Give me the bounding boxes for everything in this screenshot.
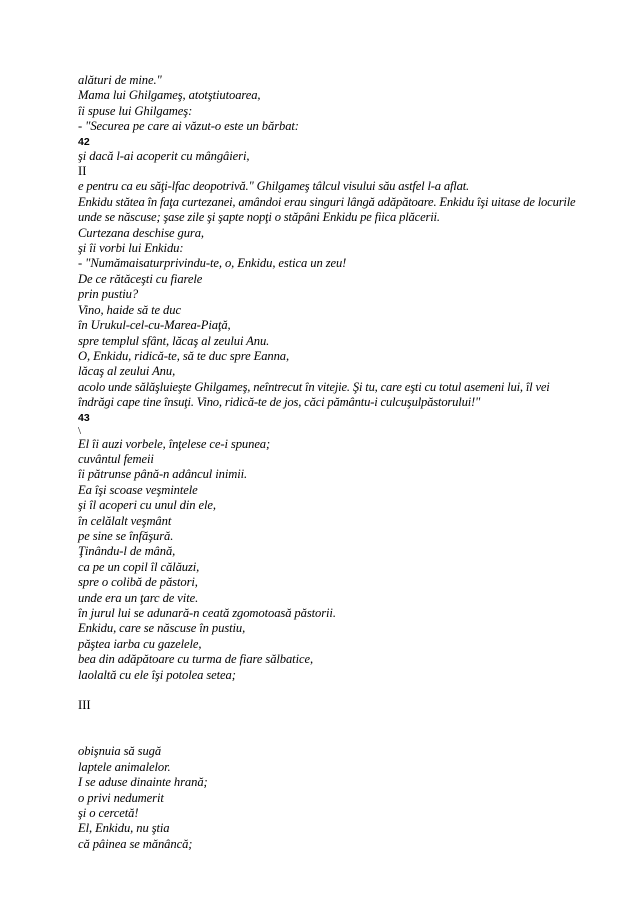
verse-block-5	[78, 744, 578, 852]
text-line: lăcaş al zeului Anu,	[78, 364, 176, 379]
section-heading: III	[78, 698, 91, 713]
text-line: că pâinea se mănâncă;	[78, 836, 193, 851]
prose-block-2	[78, 380, 578, 411]
text-paragraph: acolo unde sălăşluieşte Ghilgameş, neîntrecut în vitejie. Şi tu, care eşti cu totul asemeni lui, îl vei îndrăgi cape tine însuţi. Vino, ridică-te de jos, căci pământu-i culcuşulpăstorului!"	[78, 379, 550, 410]
text-line: păştea iarba cu gazelele,	[78, 636, 202, 651]
text-line: Vino, haide să te duc	[78, 302, 181, 317]
spacer	[78, 713, 578, 744]
text-line: îi pătrunse până-n adâncul inimii.	[78, 467, 248, 482]
text-line: şi dacă l-ai acoperit cu mângâieri,	[78, 148, 250, 163]
text-line: O, Enkidu, ridică-te, să te duc spre Eanna,	[78, 348, 290, 363]
text-line: El, Enkidu, nu ştia	[78, 821, 170, 836]
text-line: - "Securea pe care ai văzut-o este un bărbat:	[78, 119, 299, 134]
text-line: cuvântul femeii	[78, 451, 154, 466]
text-line: Mama lui Ghilgameş, atotştiutoarea,	[78, 88, 261, 103]
text-line: şi o cercetă!	[78, 806, 139, 821]
text-line: în celălalt veşmânt	[78, 513, 172, 528]
text-line: îi spuse lui Ghilgameş:	[78, 103, 193, 118]
text-line: Ea îşi scoase veşmintele	[78, 482, 198, 497]
text-line: bea din adăpătoare cu turma de fiare sălbatice,	[78, 652, 314, 667]
text-paragraph: e pentru ca eu săţi-lfac deopotrivă." Ghilgameş tâlcul visului său astfel l-a aflat.	[78, 179, 470, 194]
text-line: alături de mine."	[78, 73, 162, 87]
text-line: El îi auzi vorbele, înţelese ce-i spunea;	[78, 436, 271, 451]
page-number: 43	[78, 411, 90, 424]
text-line: laolaltă cu ele îşi potolea setea;	[78, 667, 236, 682]
text-line: - "Numămaisaturprivindu-te, o, Enkidu, estica un zeu!	[78, 256, 347, 271]
text-line: prin pustiu?	[78, 287, 139, 302]
text-line: şi îl acoperi cu unul din ele,	[78, 498, 216, 513]
spacer	[78, 683, 578, 698]
text-line: obişnuia să sugă	[78, 744, 162, 759]
text-line: o privi nedumerit	[78, 790, 164, 805]
prose-block-1	[78, 179, 578, 225]
text-line: ca pe un copil îl călăuzi,	[78, 559, 200, 574]
text-line: Ţinându-l de mână,	[78, 544, 176, 559]
section-heading: II	[78, 164, 87, 179]
text-line: Curtezana deschise gura,	[78, 225, 204, 240]
verse-block-2	[78, 149, 578, 164]
document-page	[78, 73, 578, 852]
text-line: laptele animalelor.	[78, 759, 171, 774]
verse-block-4	[78, 437, 578, 684]
stray-backslash: \	[78, 424, 82, 437]
text-line: pe sine se înfăşură.	[78, 528, 174, 543]
text-paragraph: Enkidu stătea în faţa curtezanei, amândoi erau singuri lângă adăpătoare. Enkidu îşi uitase de locurile unde se născuse; şase zile şi şapte nopţi o stăpâni Enkidu pe fiica plăcerii.	[78, 194, 576, 225]
text-line: spre templul sfânt, lăcaş al zeului Anu.	[78, 333, 270, 348]
text-line: I se aduse dinainte hrană;	[78, 775, 208, 790]
text-line: în Urukul-cel-cu-Marea-Piaţă,	[78, 318, 231, 333]
text-line: în jurul lui se adunară-n ceată zgomotoasă păstorii.	[78, 606, 336, 620]
verse-block-3	[78, 226, 578, 380]
page-number: 42	[78, 135, 90, 148]
text-line: Enkidu, care se născuse în pustiu,	[78, 621, 246, 636]
text-line: şi îi vorbi lui Enkidu:	[78, 241, 184, 256]
verse-block-1	[78, 73, 578, 135]
text-line: De ce rătăceşti cu fiarele	[78, 271, 203, 286]
text-line: spre o colibă de păstori,	[78, 575, 198, 590]
text-line: unde era un ţarc de vite.	[78, 590, 199, 605]
